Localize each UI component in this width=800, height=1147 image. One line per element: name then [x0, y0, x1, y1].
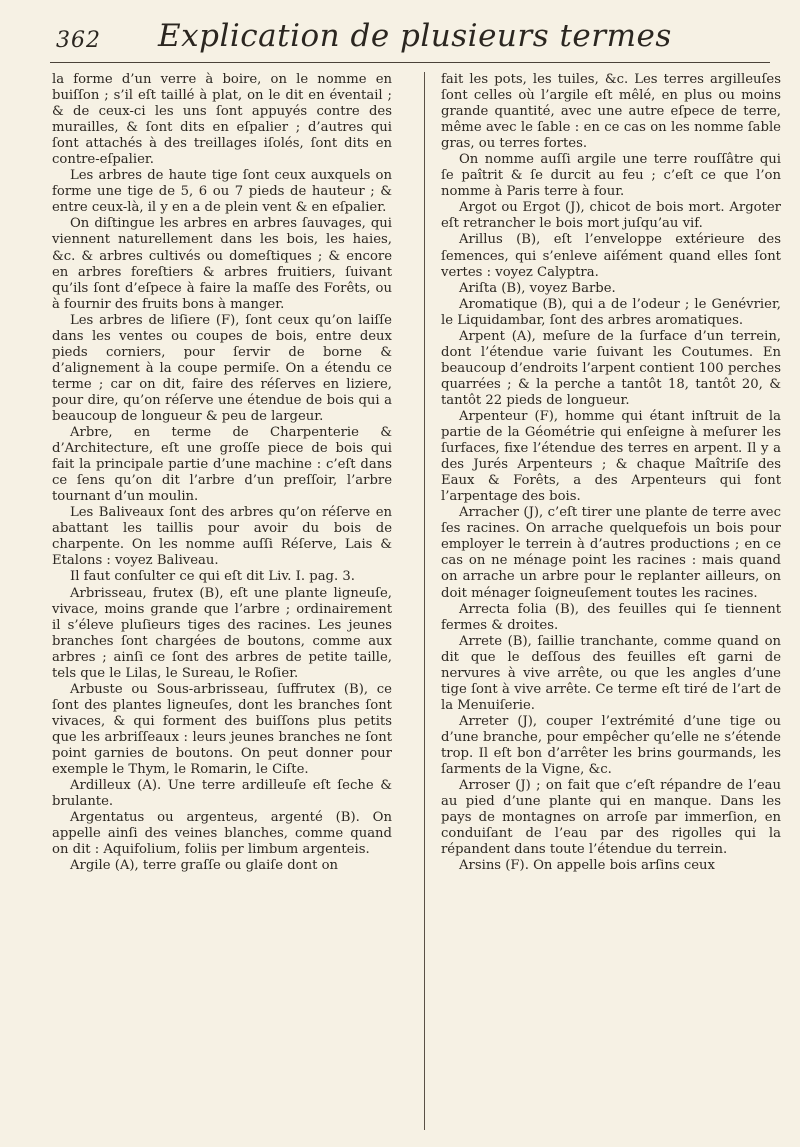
entry-arbrisseau: Arbrisseau, frutex (B), eſt une plante ligneuſe, vivace, moins grande que l’arbre ; ordinairement il s’éleve pluſieurs tiges des racines. Les jeunes branches ſont chargées de boutons, comme aux arbres ; ainſi ce ſont des arbres de petite taille, tels que le Lilas, le Sureau, le Roſier.: [52, 585, 392, 681]
entry-arista: Ariſta (B), voyez Barbe.: [459, 280, 616, 296]
entry-arillus: Arillus (B), eſt l’enveloppe extérieure des ſemences, qui s’enleve aiſément quand elles ſont vertes : voyez Calyptra.: [441, 232, 781, 280]
entry-arracher: Arracher (J), c’eſt tirer une plante de terre avec ſes racines. On arrache quelquefois un bois pour employer le terrein à d’autres productions ; en ce cas on ne ménage point les racines : mais quand on arrache un arbre pour le replanter ailleurs, on doit ménager ſoigneuſement toutes les racines.: [441, 505, 781, 601]
running-title: Explication de plusieurs termes: [158, 18, 672, 54]
paragraph: la forme d’un verre à boire, on le nomme en buiſſon ; s’il eſt taillé à plat, on le dit en éventail ; & de ceux-ci les uns ſont appuyés contre des murailles, & ſont dits en eſpalier ; d’autres qui ſont attachés à des treillages iſolés, ſont dits en contre-eſpalier.: [52, 72, 392, 168]
entry-arroser: Arroser (J) ; on fait que c’eſt répandre de l’eau au pied d’une plante qui en manque. Dans les pays de montagnes on arroſe par immerſion, en conduiſant de l’eau par des rigolles qui la répandent dans toute l’étendue du terrein.: [441, 778, 781, 858]
paragraph: Arbre, en terme de Charpenterie & d’Architecture, eſt une groſſe piece de bois qui fait la principale partie d’une machine : c’eſt dans ce ſens qu’on dit l’arbre d’un preſſoir, l’arbre tournant d’un moulin.: [52, 425, 392, 505]
paragraph: Les arbres de liſiere (F), ſont ceux qu’on laiſſe dans les ventes ou coupes de bois, entre deux pieds corniers, pour ſervir de borne & d’alignement à la coupe permiſe. On a étendu ce terme ; car on dit, faire des réſerves en liziere, pour dire, qu’on réſerve une étendue de bois qui a beaucoup de longueur & peu de largeur.: [52, 312, 392, 424]
entry-argile: Argile (A), terre graſſe ou glaiſe dont on: [70, 858, 339, 874]
entry-aromatique: Aromatique (B), qui a de l’odeur ; le Genévrier, le Liquidambar, ſont des arbres aromatiques.: [441, 296, 781, 328]
entry-argentatus: Argentatus ou argenteus, argenté (B). On appelle ainſi des veines blanches, comme quand on dit : Aquifolium, foliis per limbum argenteis.: [52, 810, 392, 858]
paragraph: Les Baliveaux ſont des arbres qu’on réſerve en abattant les taillis pour avoir du bois de charpente. On les nomme auſſi Réſerve, Lais & Etalons : voyez Baliveau.: [52, 505, 392, 569]
entry-arsins: Arsins (F). On appelle bois arſins ceux: [459, 858, 715, 874]
paragraph: fait les pots, les tuiles, &c. Les terres argilleuſes ſont celles où l’argile eſt mêlé, en plus ou moins grande quantité, avec une autre eſpece de terre, même avec le ſable : en ce cas on les nomme ſable gras, ou terres fortes.: [441, 72, 781, 152]
entry-arreter: Arreter (J), couper l’extrémité d’une tige ou d’une branche, pour empêcher qu’elle ne s’étende trop. Il eſt bon d’arrêter les brins gourmands, les ſarments de la Vigne, &c.: [441, 713, 781, 778]
left-column: [52, 72, 392, 874]
page-header: [50, 16, 770, 63]
entry-arrecta: Arrecta folia (B), des feuilles qui ſe tiennent fermes & droites.: [441, 601, 781, 633]
entry-arpenteur: Arpenteur (F), homme qui étant inſtruit de la partie de la Géométrie qui enſeigne à meſurer les ſurfaces, fixe l’étendue des terres en arpent. Il y a des Jurés Arpenteurs ; & chaque Maîtriſe des Eaux & Forêts, a des Arpenteurs qui font l’arpentage des bois.: [441, 408, 781, 505]
paragraph: On diſtingue les arbres en arbres ſauvages, qui viennent naturellement dans les bois, les haies, &c. & arbres cultivés ou domeſtiques ; & encore en arbres foreſtiers & arbres fruitiers, ſuivant qu’ils ſont d’eſpece à faire la maſſe des Forêts, ou à fournir des fruits bons à manger.: [52, 216, 392, 312]
entry-arpent: Arpent (A), meſure de la ſurface d’un terrein, dont l’étendue varie ſuivant les Coutumes. En beaucoup d’endroits l’arpent contient 100 perches quarrées ; & la perche a tantôt 18, tantôt 20, & tantôt 22 pieds de longueur.: [441, 328, 781, 408]
entry-ardilleux: Ardilleux (A). Une terre ardilleuſe eſt ſeche & brulante.: [52, 778, 392, 810]
entry-arbuste: Arbuste ou Sous-arbrisseau, ſuffrutex (B), ce ſont des plantes ligneuſes, dont les branches ſont vivaces, & qui forment des buiſſons plus petits que les arbriſſeaux : leurs jeunes branches ne ſont point garnies de boutons. On peut donner pour exemple le Thym, le Romarin, le Ciſte.: [52, 681, 392, 778]
paragraph: On nomme auſſi argile une terre rouſſâtre qui ſe paîtrit & ſe durcit au feu ; c’eſt ce que l’on nomme à Paris terre à four.: [441, 152, 781, 200]
entry-arrete: Arrete (B), ſaillie tranchante, comme quand on dit que le deſſous des feuilles eſt garni de nervures à vive arrête, ou que les angles d’une tige ſont à vive arrête. Ce terme eſt tiré de l’art de la Menuiſerie.: [441, 633, 781, 713]
paragraph: Les arbres de haute tige ſont ceux auxquels on forme une tige de 5, 6 ou 7 pieds de hauteur ; & entre ceux-là, il y en a de plein vent & en eſpalier.: [52, 168, 392, 216]
paragraph: Il faut conſulter ce qui eſt dit Liv. I. pag. 3.: [70, 569, 355, 585]
column-divider: [424, 72, 425, 1130]
entry-argot: Argot ou Ergot (J), chicot de bois mort. Argoter eſt retrancher le bois mort juſqu’au vif.: [441, 200, 781, 232]
right-column: [441, 72, 781, 874]
page-number: 362: [56, 28, 101, 53]
